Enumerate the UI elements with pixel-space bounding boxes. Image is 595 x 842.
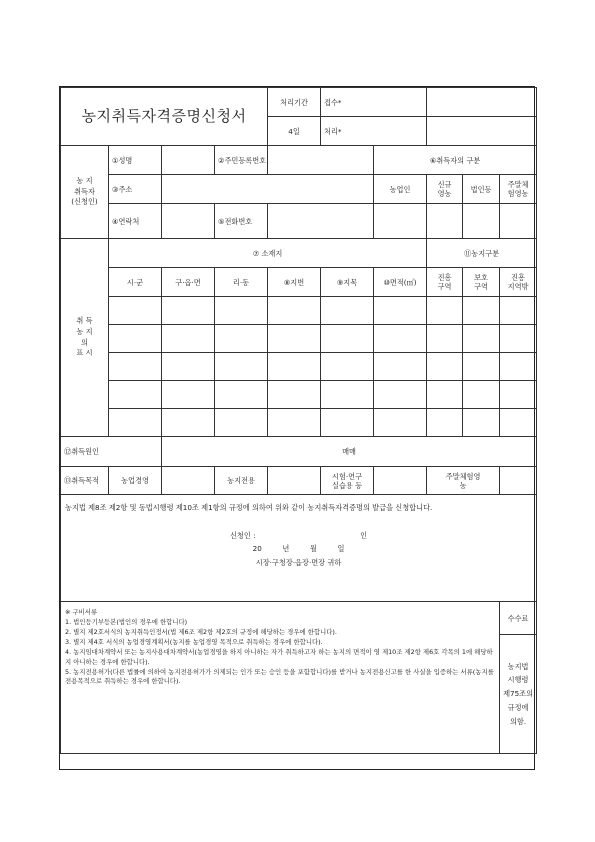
- form-title: 농지취득자격증명신청서: [61, 88, 268, 146]
- land-cell[interactable]: [500, 297, 537, 325]
- purpose-conversion: 농지전용: [215, 467, 268, 495]
- acquisition-cause-label: ⑫취득원인: [61, 437, 162, 467]
- contact-field[interactable]: [162, 204, 215, 239]
- land-cell[interactable]: [463, 297, 500, 325]
- land-cell[interactable]: [427, 381, 463, 409]
- land-row: [61, 381, 537, 409]
- col-city: 시·군: [109, 268, 162, 297]
- purpose-farming-check[interactable]: [162, 467, 215, 495]
- land-cell[interactable]: [162, 325, 215, 353]
- phone-field[interactable]: [268, 204, 374, 239]
- land-cell[interactable]: [321, 297, 374, 325]
- fee-note: 농지법 시행령 제75조의 규정에 의함.: [500, 635, 537, 754]
- location-label: ⑦ 소재지: [109, 239, 427, 268]
- land-cell[interactable]: [162, 297, 215, 325]
- type-corporation[interactable]: 법인등: [463, 175, 500, 204]
- declaration: [61, 495, 537, 602]
- col-area: ⑩면적(㎡): [374, 268, 427, 297]
- land-cell[interactable]: [109, 297, 162, 325]
- seal-mark: 인: [360, 530, 368, 540]
- col-village: 리·동: [215, 268, 268, 297]
- land-cell[interactable]: [321, 353, 374, 381]
- col-protection-zone: 보호 구역: [463, 268, 500, 297]
- land-cell[interactable]: [463, 381, 500, 409]
- land-cell[interactable]: [500, 409, 537, 437]
- land-cell[interactable]: [500, 353, 537, 381]
- fee-label: 수수료: [500, 602, 537, 635]
- land-cell[interactable]: [109, 353, 162, 381]
- required-documents: ※ 구비서류 1. 법인등기부등본(법인의 경우에 한합니다) 2. 별지 제2호서식의 농지취득인정서(법 제6조 제2항 제2호의 규정에 해당하는 경우에 한합니다). 3. 별지 제4호 서식의 농업경영계획서(농지를 농업경영 목적으로 취득하는 경우에 한합니다). 4. 농지임대차계약서 또는 농지사용대차계약서(농업경영을 하지 아니하는 자가 취득하고자 하는 농지의 면적이 영 제10조 제2항 제6호 각목의 1에 해당하지 아니하는 경우에 한합니다). 5. 농지전용허가(다른 법률에 의하여 농지전용허가가 의제되는 인가 또는 승인 등을 포함합니다)를 받거나 농지전용신고를 한 사실을 입증하는 서류(농지를 전용목적으로 취득하는 경우에 한합니다).: [61, 602, 500, 754]
- land-cell[interactable]: [215, 297, 268, 325]
- type-weekend-farming[interactable]: 주말체 험영농: [500, 175, 537, 204]
- land-cell[interactable]: [162, 381, 215, 409]
- land-cell[interactable]: [463, 353, 500, 381]
- applicant-signature-line: 신청인 : 인: [229, 530, 368, 540]
- land-cell[interactable]: [268, 297, 321, 325]
- land-cell[interactable]: [427, 409, 463, 437]
- type-corporation-check[interactable]: [463, 204, 500, 239]
- land-row: [61, 353, 537, 381]
- col-land-category: ⑨지목: [321, 268, 374, 297]
- land-cell[interactable]: [109, 409, 162, 437]
- processing-period-value: 4일: [268, 117, 321, 146]
- type-new-farming[interactable]: 신규 영농: [427, 175, 463, 204]
- land-category-label: ⑪농지구분: [427, 239, 537, 268]
- land-cell[interactable]: [215, 325, 268, 353]
- name-field[interactable]: [162, 146, 215, 175]
- purpose-research-check[interactable]: [374, 467, 427, 495]
- land-cell[interactable]: [321, 409, 374, 437]
- land-cell[interactable]: [268, 381, 321, 409]
- land-cell[interactable]: [374, 353, 427, 381]
- name-label: ①성명: [109, 146, 162, 175]
- purpose-conversion-check[interactable]: [268, 467, 321, 495]
- land-row: [61, 409, 537, 437]
- land-cell[interactable]: [374, 381, 427, 409]
- date-line: 20 년 월 일: [252, 544, 345, 554]
- land-cell[interactable]: [500, 325, 537, 353]
- address-field[interactable]: [162, 175, 374, 204]
- acquisition-purpose-label: ⑬취득목적: [61, 467, 109, 495]
- land-cell[interactable]: [109, 325, 162, 353]
- purpose-weekend-check[interactable]: [500, 467, 537, 495]
- land-cell[interactable]: [215, 353, 268, 381]
- phone-label: ⑤전화번호: [215, 204, 268, 239]
- acquirer-type-label: ⑥취득자의 구분: [374, 146, 537, 175]
- land-cell[interactable]: [162, 353, 215, 381]
- col-lot-number: ⑧지번: [268, 268, 321, 297]
- contact-label: ④연락처: [109, 204, 162, 239]
- land-cell[interactable]: [463, 409, 500, 437]
- land-cell[interactable]: [500, 381, 537, 409]
- land-cell[interactable]: [268, 325, 321, 353]
- purpose-research: 시험·연구 실습용 등: [321, 467, 374, 495]
- applicant-section-label: 농 지 취득자 (신청인): [61, 146, 109, 239]
- land-cell[interactable]: [463, 325, 500, 353]
- resident-id-label: ②주민등록번호: [215, 146, 268, 175]
- col-district: 구·읍·면: [162, 268, 215, 297]
- land-cell[interactable]: [109, 381, 162, 409]
- col-outside-zone: 진흥 지역밖: [500, 268, 537, 297]
- purpose-weekend: 주말체험영 농: [427, 467, 500, 495]
- col-promotion-zone: 진흥 구역: [427, 268, 463, 297]
- receipt-label: 접수*: [321, 88, 427, 117]
- land-section-label: 취 득 농 지 의 표 시: [61, 239, 109, 437]
- declaration-text: 농지법 제8조 제2항 및 동법시행령 제10조 제1항의 규정에 의하여 위와 같이 농지취득자격증명의 발급을 신청합니다.: [65, 503, 433, 512]
- acquisition-cause-value[interactable]: 매매: [162, 437, 537, 467]
- land-cell[interactable]: [374, 325, 427, 353]
- land-cell[interactable]: [268, 409, 321, 437]
- form-table: [60, 87, 537, 754]
- land-row: [61, 297, 537, 325]
- land-cell[interactable]: [321, 325, 374, 353]
- type-farmer[interactable]: 농업인: [374, 175, 427, 204]
- address-label: ③주소: [109, 175, 162, 204]
- land-cell[interactable]: [374, 409, 427, 437]
- receipt-field[interactable]: [427, 88, 537, 117]
- land-cell[interactable]: [215, 409, 268, 437]
- land-cell[interactable]: [427, 325, 463, 353]
- purpose-farming: 농업경영: [109, 467, 162, 495]
- recipient: 시장·구청장·읍장·면장 귀하: [255, 558, 342, 568]
- land-cell[interactable]: [321, 381, 374, 409]
- process-field[interactable]: [427, 117, 537, 146]
- land-cell[interactable]: [427, 353, 463, 381]
- type-farmer-check[interactable]: [374, 204, 427, 239]
- land-cell[interactable]: [268, 353, 321, 381]
- land-cell[interactable]: [374, 297, 427, 325]
- processing-period-label: 처리기간: [268, 88, 321, 117]
- land-cell[interactable]: [162, 409, 215, 437]
- process-label: 처리*: [321, 117, 427, 146]
- resident-id-field[interactable]: [268, 146, 374, 175]
- land-cell[interactable]: [427, 297, 463, 325]
- application-form: [59, 86, 535, 770]
- type-new-farming-check[interactable]: [427, 204, 463, 239]
- type-weekend-check[interactable]: [500, 204, 537, 239]
- land-cell[interactable]: [215, 381, 268, 409]
- land-row: [61, 325, 537, 353]
